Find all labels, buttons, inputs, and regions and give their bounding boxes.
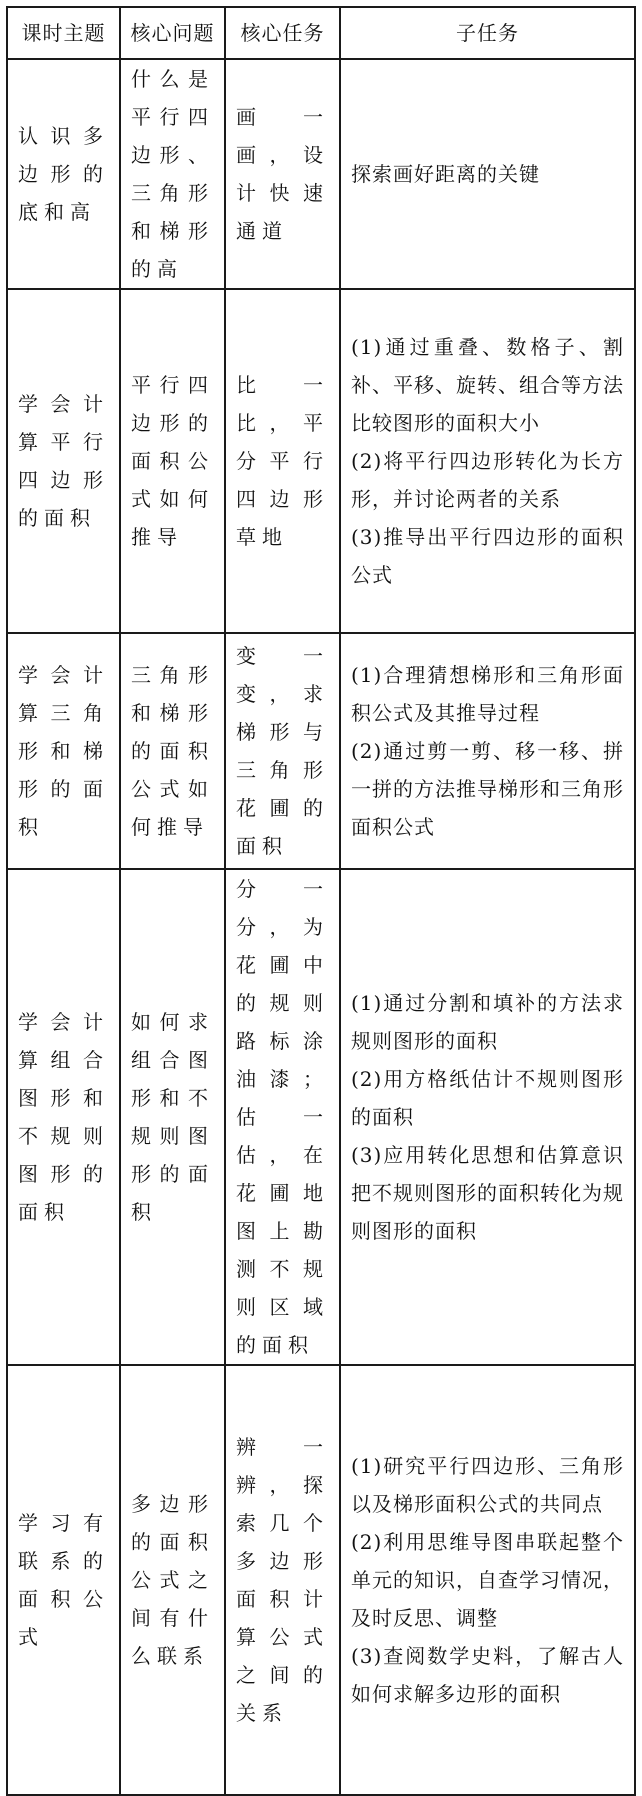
row5-topic: 学习有联系的面积公式 [7,1365,120,1795]
row5-subtask-1: (1)研究平行四边形、三角形以及梯形面积公式的共同点 [351,1454,624,1516]
row4-subtask-1: (1)通过分割和填补的方法求规则图形的面积 [351,991,624,1053]
row4-question: 如何求组合图形和不规则图形的面积 [120,869,225,1365]
row3-subtask-1: (1)合理猜想梯形和三角形面积公式及其推导过程 [351,663,624,725]
row5-subtask-2: (2)利用思维导图串联起整个单元的知识，自查学习情况，及时反思、调整 [351,1530,624,1630]
row4-subtasks [340,869,635,1365]
row1-subtask-1: 探索画好距离的关键 [351,162,540,186]
row2-question: 平行四边形的面积公式如何推导 [120,289,225,633]
row1-subtasks [340,59,635,289]
row4-task: 分一分，为花圃中的规则路标涂油漆；估一估，在花圃地图上勘测不规则区域的面积 [225,869,340,1365]
header-topic: 课时主题 [7,7,120,59]
row2-subtask-1: (1)通过重叠、数格子、割补、平移、旋转、组合等方法比较图形的面积大小 [351,335,624,435]
table-row [7,59,635,289]
header-row [7,7,635,59]
row3-subtask-2: (2)通过剪一剪、移一移、拼一拼的方法推导梯形和三角形面积公式 [351,739,624,839]
row1-topic: 认识多边形的底和高 [7,59,120,289]
row2-subtask-3: (3)推导出平行四边形的面积公式 [351,525,624,587]
row2-subtask-2: (2)将平行四边形转化为长方形，并讨论两者的关系 [351,449,624,511]
row3-topic: 学会计算三角形和梯形的面积 [7,633,120,869]
row2-task: 比一比，平分平行四边形草地 [225,289,340,633]
row4-topic: 学会计算组合图形和不规则图形的面积 [7,869,120,1365]
row1-question: 什么是平行四边形、三角形和梯形的高 [120,59,225,289]
row1-task: 画一画，设计快速通道 [225,59,340,289]
row3-question: 三角形和梯形的面积公式如何推导 [120,633,225,869]
header-task: 核心任务 [225,7,340,59]
row5-subtasks [340,1365,635,1795]
header-question: 核心问题 [120,7,225,59]
row4-subtask-3: (3)应用转化思想和估算意识把不规则图形的面积转化为规则图形的面积 [351,1143,624,1243]
table-row [7,633,635,869]
table-row [7,289,635,633]
row5-task: 辨一辨，探索几个多边形面积计算公式之间的关系 [225,1365,340,1795]
row5-subtask-3: (3)查阅数学史料，了解古人如何求解多边形的面积 [351,1644,624,1706]
row5-question: 多边形的面积公式之间有什么联系 [120,1365,225,1795]
lesson-plan-table [6,6,636,1796]
row2-subtasks [340,289,635,633]
header-subtasks: 子任务 [340,7,635,59]
row2-topic: 学会计算平行四边形的面积 [7,289,120,633]
row3-task: 变一变，求梯形与三角形花圃的面积 [225,633,340,869]
row4-subtask-2: (2)用方格纸估计不规则图形的面积 [351,1067,624,1129]
table-row [7,1365,635,1795]
table-row [7,869,635,1365]
row3-subtasks [340,633,635,869]
